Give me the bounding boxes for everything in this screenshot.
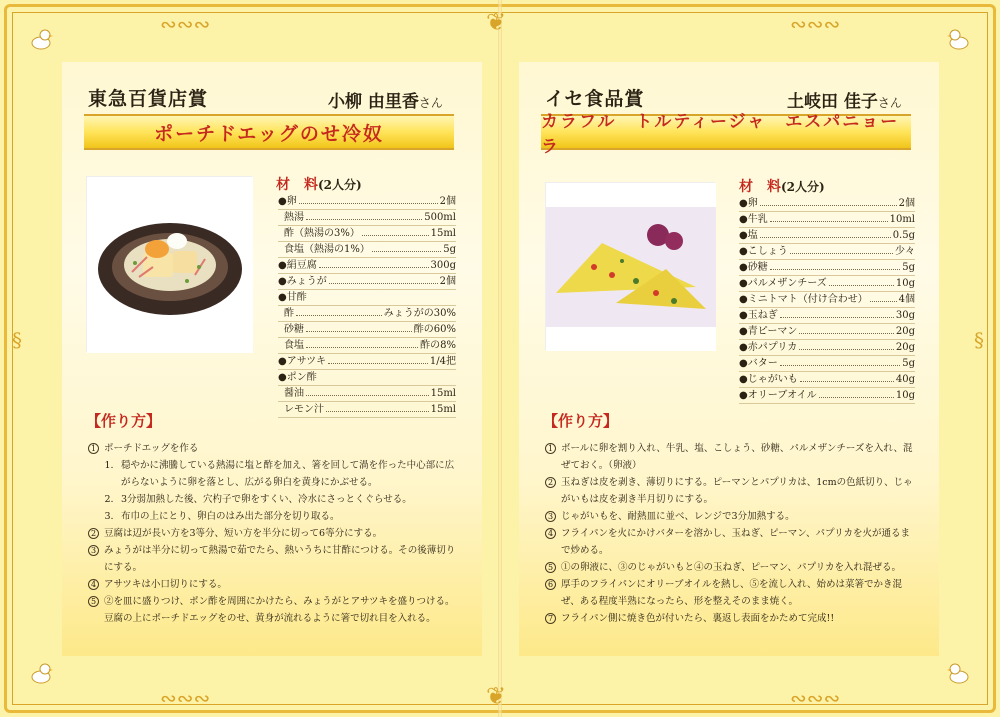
servings-label: (2人分) [781,180,825,194]
ingredient-quantity: 40g [895,374,915,385]
step-number: 5 [545,562,556,573]
leader-dots [306,347,418,348]
ingredient-row [739,212,915,228]
top-left-flourish: ∾∾∾ [160,12,211,36]
page-spine [498,0,502,717]
leader-dots [328,363,428,364]
ingredient-row [739,372,915,388]
ingredient-name: ●赤パプリカ [739,342,798,353]
step-text: ①の卵液に、③のじゃがいもと④の玉ねぎ、ピーマン、パプリカを入れ混ぜる。 [561,562,902,573]
step-text: 布巾の上にとり、卵白のはみ出た部分を切り取る。 [121,511,340,522]
step-number: 5 [88,596,99,607]
step-number: 2. [104,494,114,505]
leader-dots [870,301,897,302]
step-text: 玉ねぎは皮を剥き、薄切りにする。ピーマンとパプリカは、1cmの色紙切り、じゃがいもは皮を剥き半月切りにする。 [561,477,913,505]
author-name-text: 土岐田 佳子 [787,92,878,112]
method-step [88,440,458,457]
ingredient-name: ●こしょう [739,246,788,257]
dish-photo-image [546,183,716,351]
ingredient-quantity: 1/4把 [429,356,456,367]
method-step [88,542,458,576]
method-step [545,525,915,559]
ingredients-heading-text: 材 料 [739,179,781,195]
ingredient-name: ●青ピーマン [739,326,798,337]
top-right-flourish: ∾∾∾ [790,12,841,36]
step-number: 3. [104,511,114,522]
ingredient-row [739,244,915,260]
method-heading: 【作り方】 [543,412,619,430]
step-text: ポーチドエッグを作る [104,443,199,454]
leader-dots [319,267,429,268]
step-text: 穏やかに沸騰している熱湯に塩と酢を加え、箸を回して渦を作った中心部に広がらないように卵を落とし、広がる卵白を黄身にかぶせる。 [121,460,455,488]
ingredient-row [278,242,456,258]
ingredient-row [739,340,915,356]
leader-dots [790,253,893,254]
ingredient-name: 砂糖 [284,324,304,335]
duck-icon [946,26,972,52]
leader-dots [819,397,894,398]
step-number: 1. [104,460,114,471]
ingredient-row [278,210,456,226]
method-heading: 【作り方】 [86,412,162,430]
dish-photo [86,176,252,352]
ingredients-heading [739,176,825,196]
ingredient-quantity: 10ml [889,214,915,225]
ingredient-quantity: 少々 [895,246,915,257]
ingredient-name: 酢 [284,308,294,319]
ingredient-quantity: 10g [895,278,915,289]
ingredient-quantity: みょうがの30% [383,308,456,319]
bottom-center-ornament: ❦ [486,682,507,710]
ingredient-row [739,324,915,340]
step-number: 4 [545,528,556,539]
author-suffix: さん [877,96,902,110]
ingredient-name: ●じゃがいも [739,374,798,385]
method-step [545,576,915,610]
ingredient-row [739,388,915,404]
ingredient-quantity: 2個 [439,276,456,287]
ingredient-row [278,306,456,322]
duck-icon [946,660,972,686]
ingredient-name: 食塩 [284,340,304,351]
ingredient-row [739,260,915,276]
leader-dots [800,381,894,382]
ingredient-name: 酢（熱湯の3%） [284,228,360,239]
award-title: 東急百貨店賞 [88,88,209,110]
award-title: イセ食品賞 [545,88,645,110]
step-number: 2 [88,528,99,539]
ingredient-quantity: 0.5g [892,230,915,241]
step-text: 豆腐は辺が長い方を3等分、短い方を半分に切って6等分にする。 [104,528,383,539]
author-suffix: さん [418,96,443,110]
step-number: 4 [88,579,99,590]
bottom-right-flourish: ∾∾∾ [790,686,841,710]
recipe-title: ポーチドエッグのせ冷奴 [84,114,454,150]
ingredient-row [739,228,915,244]
method-step [88,576,458,593]
ingredient-row [739,292,915,308]
leader-dots [770,269,901,270]
step-text: アサツキは小口切りにする。 [104,579,227,590]
leader-dots [780,317,894,318]
top-center-ornament: ❦ [486,8,507,36]
method-step [545,474,915,508]
method-step [88,593,458,627]
leader-dots [799,349,894,350]
ingredient-quantity: 10g [895,390,915,401]
ingredient-row [278,226,456,242]
method-step [545,440,915,474]
ingredient-quantity: 15ml [430,404,456,415]
leader-dots [799,333,894,334]
ingredient-row [278,274,456,290]
leader-dots [306,331,412,332]
ingredient-row [278,322,456,338]
recipe-page-right [519,62,939,656]
leader-dots [770,221,888,222]
ingredients-heading-text: 材 料 [276,177,318,193]
ingredient-quantity: 酢の60% [413,324,456,335]
step-number: 7 [545,613,556,624]
leader-dots [299,203,438,204]
ingredient-name: ●ポン酢 [278,372,317,383]
ingredient-quantity: 30g [895,310,915,321]
method-steps [545,440,915,627]
step-number: 3 [88,545,99,556]
ingredient-quantity: 5g [902,262,915,273]
ingredient-row [739,356,915,372]
left-side-flourish: § [12,328,22,352]
ingredient-row [278,370,456,386]
ingredient-row [278,194,456,210]
ingredient-row [278,354,456,370]
ingredient-list [278,194,456,418]
method-substep [88,457,458,491]
ingredient-quantity: 5g [443,244,456,255]
ingredient-name: ●玉ねぎ [739,310,778,321]
ingredient-name: ●卵 [278,196,297,207]
ingredient-name: ●甘酢 [278,292,307,303]
ingredient-name: ●パルメザンチーズ [739,278,827,289]
method-step [545,610,915,627]
ingredient-row [278,402,456,418]
leader-dots [829,285,894,286]
method-step [88,525,458,542]
recipe-page-left [62,62,482,656]
servings-label: (2人分) [318,178,362,192]
leader-dots [760,237,891,238]
ingredient-name: 熱湯 [284,212,304,223]
step-number: 1 [545,443,556,454]
leader-dots [362,235,429,236]
step-text: ②を皿に盛りつけ、ポン酢を周囲にかけたら、みょうがとアサツキを盛りつける。豆腐の上にポーチドエッグをのせ、黄身が流れるように箸で切れ目を入れる。 [104,596,455,624]
bottom-left-flourish: ∾∾∾ [160,686,211,710]
dish-photo [545,182,715,350]
ingredient-quantity: 2個 [898,198,915,209]
leader-dots [372,251,441,252]
leader-dots [296,315,382,316]
leader-dots [780,365,901,366]
step-text: 3分弱加熱した後、穴杓子で卵をすくい、冷水にさっとくぐらせる。 [121,494,412,505]
method-substep [88,491,458,508]
duck-icon [28,26,54,52]
ingredient-quantity: 酢の8% [420,340,456,351]
ingredient-name: ●塩 [739,230,758,241]
step-text: フライパンを火にかけバターを溶かし、玉ねぎ、ピーマン、パプリカを火が通るまで炒める。 [561,528,911,556]
ingredient-name: ●ミニトマト（付け合わせ） [739,294,868,305]
ingredient-row [739,196,915,212]
ingredient-quantity: 300g [430,260,456,271]
ingredient-row [739,276,915,292]
duck-icon [28,660,54,686]
method-steps [88,440,458,627]
ingredient-quantity: 500ml [424,212,456,223]
ingredient-name: ●みょうが [278,276,327,287]
ingredient-row [278,258,456,274]
step-number: 2 [545,477,556,488]
ingredient-name: ●卵 [739,198,758,209]
ingredient-name: 醤油 [284,388,304,399]
leader-dots [760,205,897,206]
ingredient-quantity: 15ml [430,388,456,399]
step-text: じゃがいもを、耐熱皿に並べ、レンジで3分加熱する。 [561,511,795,522]
ingredient-row [278,386,456,402]
ingredient-quantity: 20g [895,342,915,353]
ingredient-name: ●オリーブオイル [739,390,817,401]
leader-dots [306,219,422,220]
ingredient-list [739,196,915,404]
ingredient-quantity: 20g [895,326,915,337]
step-text: みょうがは半分に切って熱湯で茹でたら、熱いうちに甘酢につける。その後薄切りにする。 [104,545,456,573]
ingredient-name: ●絹豆腐 [278,260,317,271]
ingredient-name: ●砂糖 [739,262,768,273]
step-text: ボールに卵を割り入れ、牛乳、塩、こしょう、砂糖、パルメザンチーズを入れ、混ぜておく。（卵液） [561,443,913,471]
step-number: 6 [545,579,556,590]
step-number: 1 [88,443,99,454]
dish-photo-image [87,177,253,353]
ingredient-row [739,308,915,324]
step-text: フライパン側に焼き色が付いたら、裏返し表面をかためて完成!! [561,613,835,624]
ingredient-name: 食塩（熱湯の1%） [284,244,370,255]
ingredient-quantity: 15ml [430,228,456,239]
ingredients-heading [276,174,362,194]
leader-dots [329,283,438,284]
leader-dots [326,411,429,412]
method-step [545,559,915,576]
ingredient-name: レモン汁 [284,404,324,415]
recipe-title: カラフル トルティージャ エスパニョーラ [541,114,911,150]
step-text: 厚手のフライパンにオリーブオイルを熱し、⑤を流し入れ、始めは菜箸でかき混ぜ、ある程度半熟になったら、形を整えそのまま焼く。 [561,579,903,607]
author-name [328,87,443,112]
ingredient-name: ●バター [739,358,778,369]
step-number: 3 [545,511,556,522]
ingredient-name: ●牛乳 [739,214,768,225]
right-side-flourish: § [974,328,984,352]
author-name-text: 小柳 由里香 [328,92,419,112]
ingredient-row [278,338,456,354]
leader-dots [306,395,429,396]
ingredient-row [278,290,456,306]
ingredient-quantity: 2個 [439,196,456,207]
ingredient-quantity: 5g [902,358,915,369]
method-step [545,508,915,525]
ingredient-quantity: 4個 [898,294,915,305]
ingredient-name: ●アサツキ [278,356,327,367]
method-substep [88,508,458,525]
